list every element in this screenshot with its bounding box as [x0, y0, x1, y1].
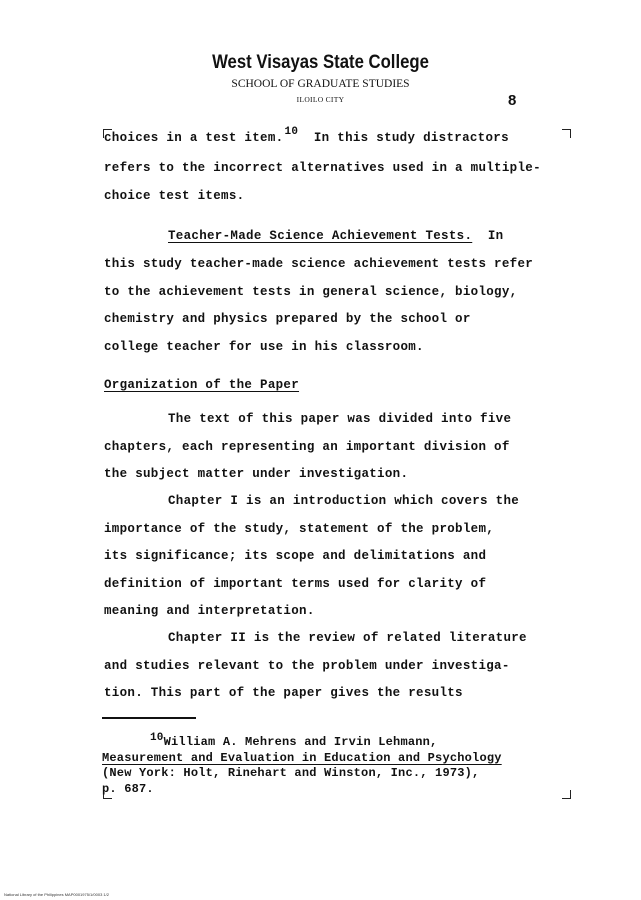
- body-line: the subject matter under investigation.: [104, 467, 409, 481]
- footnote-reference: 10: [284, 126, 299, 138]
- body-line: Chapter I is an introduction which covers the: [168, 494, 520, 508]
- body-line: [104, 126, 509, 146]
- school-name: SCHOOL OF GRADUATE STUDIES: [231, 78, 410, 90]
- body-line: choice test items.: [104, 189, 245, 203]
- section-heading: Organization of the Paper: [104, 378, 300, 392]
- corner-mark-bottom-right: [562, 790, 571, 799]
- body-line: college teacher for use in his classroom.: [104, 340, 424, 354]
- body-line: chemistry and physics prepared by the school or: [104, 312, 471, 326]
- body-line: refers to the incorrect alternatives used in a multiple-: [104, 161, 541, 175]
- body-line: The text of this paper was divided into five: [168, 412, 512, 426]
- footnote-line: Measurement and Evaluation in Education and Psychology: [102, 751, 502, 765]
- body-text: choices in a test item.: [104, 131, 284, 145]
- body-line: importance of the study, statement of the problem,: [104, 522, 495, 536]
- body-line: to the achievement tests in general science, biology,: [104, 285, 518, 299]
- page-number: 8: [508, 92, 517, 109]
- body-line: [168, 228, 503, 244]
- corner-mark-top-right: [562, 129, 571, 138]
- institution-title: West Visayas State College: [212, 52, 429, 73]
- city-name: ILOILO CITY: [296, 95, 345, 104]
- scan-footer: National Library of the Philippines MAP0001975/1/0003 1/2: [4, 892, 109, 897]
- body-line: meaning and interpretation.: [104, 604, 315, 618]
- body-line: this study teacher-made science achievement tests refer: [104, 257, 534, 271]
- footnote-text: William A. Mehrens and Irvin Lehmann,: [163, 735, 438, 749]
- body-line: its significance; its scope and delimitations and: [104, 549, 487, 563]
- body-text: In this study distractors: [313, 131, 509, 145]
- definition-heading: Teacher-Made Science Achievement Tests.: [168, 229, 473, 243]
- footnote-line: [150, 732, 438, 751]
- body-line: chapters, each representing an important division of: [104, 440, 510, 454]
- body-line: definition of important terms used for clarity of: [104, 577, 487, 591]
- body-text: In: [487, 229, 504, 243]
- footnote-number: 10: [150, 732, 164, 744]
- footnote-line: (New York: Holt, Rinehart and Winston, Inc., 1973),: [102, 766, 480, 780]
- body-line: Chapter II is the review of related literature: [168, 631, 527, 645]
- footnote-rule: [102, 717, 196, 719]
- body-line: tion. This part of the paper gives the results: [104, 686, 463, 700]
- footnote-line: p. 687.: [102, 782, 154, 796]
- body-line: and studies relevant to the problem under investiga-: [104, 659, 510, 673]
